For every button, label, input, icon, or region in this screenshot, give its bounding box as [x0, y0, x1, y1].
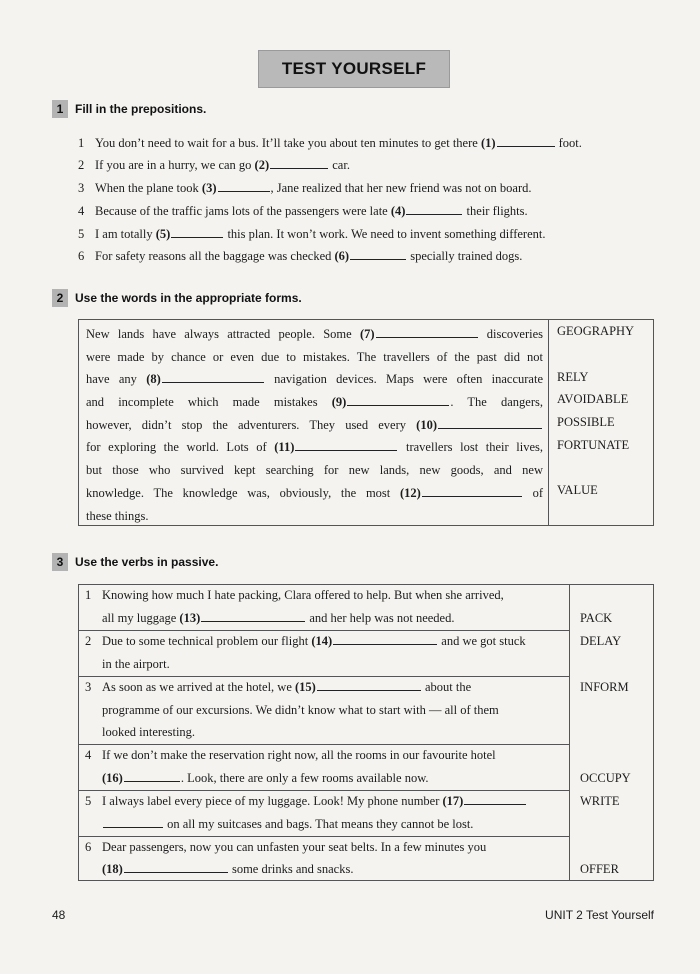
item-number: 6	[78, 249, 85, 263]
answer-blank[interactable]	[201, 611, 305, 622]
section-2-heading	[52, 289, 302, 307]
answer-blank[interactable]	[270, 158, 328, 169]
gap-number: (6)	[334, 249, 350, 263]
answer-blank[interactable]	[124, 862, 228, 873]
section-3-number: 3	[52, 553, 68, 571]
exercise-3-line: looked interesting.	[102, 725, 196, 739]
row-divider	[79, 744, 569, 745]
item-text: You don’t need to wait for a bus. It’ll take you about ten minutes to get there	[95, 136, 481, 150]
passage-line: were made by chance or even due to mistakes. The travellers of the past did not	[86, 349, 543, 364]
exercise-3-line: 6 Dear passengers, now you can unfasten your seat belts. In a few minutes you	[85, 840, 487, 854]
row-divider	[79, 630, 569, 631]
answer-blank[interactable]	[350, 249, 406, 260]
answer-blank[interactable]	[171, 227, 223, 238]
exercise-3-line: all my luggage (13) and her help was not needed.	[102, 611, 455, 625]
keyword: INFORM	[580, 680, 629, 694]
row-divider	[79, 676, 569, 677]
answer-blank[interactable]	[497, 136, 555, 147]
keyword: AVOIDABLE	[557, 392, 629, 406]
passage-line: but those who survived kept searching for new lands, new goods, and new	[86, 463, 543, 478]
exercise-1-item	[78, 181, 532, 196]
item-number: 3	[78, 181, 85, 195]
item-text: foot.	[555, 136, 582, 150]
word-formation-box	[78, 319, 654, 526]
gap-number: (5)	[155, 227, 171, 241]
answer-blank[interactable]	[103, 817, 163, 828]
answer-blank[interactable]	[376, 327, 478, 338]
keyword: FORTUNATE	[557, 438, 630, 452]
exercise-1-item	[78, 249, 522, 264]
item-number: 4	[78, 204, 85, 218]
exercise-1-item	[78, 227, 546, 242]
section-2-instruction: Use the words in the appropriate forms.	[75, 291, 302, 305]
answer-blank[interactable]	[347, 395, 449, 406]
passage-line: and incomplete which made mistakes (9) . The dangers,	[86, 395, 543, 410]
keyword: RELY	[557, 370, 589, 384]
item-text: If you are in a hurry, we can go	[95, 158, 255, 172]
exercise-3-line: 2 Due to some technical problem our flight (14) and we got stuck	[85, 634, 526, 648]
item-text: For safety reasons all the baggage was checked	[95, 249, 335, 263]
page-number: 48	[52, 908, 66, 922]
keyword: OFFER	[580, 862, 619, 876]
section-3-instruction: Use the verbs in passive.	[75, 555, 219, 569]
passage-line: knowledge. The knowledge was, obviously, the most (12) of	[86, 485, 544, 500]
item-number: 1	[78, 136, 85, 150]
keyword: DELAY	[580, 634, 622, 648]
passage-line: New lands have always attracted people. Some (7) discoveries	[86, 327, 543, 341]
answer-blank[interactable]	[406, 204, 462, 215]
passage-line: these things.	[86, 508, 149, 523]
item-text: car.	[329, 158, 350, 172]
keyword: PACK	[580, 611, 613, 625]
keyword: VALUE	[557, 483, 598, 497]
passage-line: have any (8) navigation devices. Maps were often inaccurate	[86, 372, 543, 387]
keyword: POSSIBLE	[557, 415, 615, 429]
item-text: , Jane realized that her new friend was not on board.	[270, 181, 532, 195]
unit-footer: UNIT 2 Test Yourself	[545, 908, 654, 922]
answer-blank[interactable]	[333, 634, 437, 645]
exercise-3-line: in the airport.	[102, 657, 170, 671]
passage-line: however, didn’t stop the adventurers. They used every (10)	[86, 414, 543, 437]
exercise-3-line: 4 If we don’t make the reservation right now, all the rooms in our favourite hotel	[85, 748, 496, 762]
exercise-3-line: on all my suitcases and bags. That means they cannot be lost.	[102, 817, 473, 832]
row-divider	[79, 790, 569, 791]
answer-blank[interactable]	[295, 440, 397, 451]
answer-blank[interactable]	[317, 680, 421, 691]
exercise-1-item	[78, 204, 528, 219]
gap-number: (2)	[254, 158, 270, 172]
answer-blank[interactable]	[124, 771, 180, 782]
item-text: their flights.	[463, 204, 528, 218]
item-text: Because of the traffic jams lots of the passengers were late	[95, 204, 391, 218]
answer-blank[interactable]	[218, 181, 270, 192]
passage-line: for exploring the world. Lots of (11) travellers lost their lives,	[86, 440, 543, 455]
item-number: 5	[78, 227, 85, 241]
section-3-heading	[52, 553, 218, 571]
section-1-instruction: Fill in the prepositions.	[75, 102, 207, 116]
answer-blank[interactable]	[162, 372, 264, 383]
section-1-number: 1	[52, 100, 68, 118]
exercise-3-line: (16) . Look, there are only a few rooms available now.	[102, 771, 429, 785]
keyword: OCCUPY	[580, 771, 631, 785]
answer-blank[interactable]	[438, 418, 542, 429]
exercise-3-line: (18) some drinks and snacks.	[102, 862, 354, 876]
exercise-1-item	[78, 158, 350, 173]
page-title: TEST YOURSELF	[258, 50, 450, 88]
section-1-heading	[52, 100, 206, 118]
passage-text	[86, 323, 543, 527]
item-text: specially trained dogs.	[407, 249, 523, 263]
column-divider	[548, 320, 549, 525]
gap-number: (4)	[390, 204, 406, 218]
exercise-3-line: programme of our excursions. We didn’t know what to start with — all of them	[102, 703, 499, 717]
item-text: I am totally	[95, 227, 156, 241]
answer-blank[interactable]	[422, 486, 522, 497]
exercise-1-item	[78, 136, 582, 151]
answer-blank[interactable]	[464, 794, 526, 805]
exercise-3-line: 1 Knowing how much I hate packing, Clara offered to help. But when she arrived,	[85, 588, 504, 602]
row-divider	[79, 836, 569, 837]
gap-number: (1)	[480, 136, 496, 150]
column-divider	[569, 585, 570, 880]
section-2-number: 2	[52, 289, 68, 307]
exercise-3-line: 5 I always label every piece of my luggage. Look! My phone number (17)	[85, 794, 527, 809]
passive-verbs-box	[78, 584, 654, 881]
item-text: this plan. It won’t work. We need to invent something different.	[224, 227, 546, 241]
keyword: GEOGRAPHY	[557, 324, 635, 338]
exercise-3-line: 3 As soon as we arrived at the hotel, we (15) about the	[85, 680, 472, 694]
keyword: WRITE	[580, 794, 620, 808]
item-text: When the plane took	[95, 181, 202, 195]
gap-number: (3)	[201, 181, 217, 195]
item-number: 2	[78, 158, 85, 172]
